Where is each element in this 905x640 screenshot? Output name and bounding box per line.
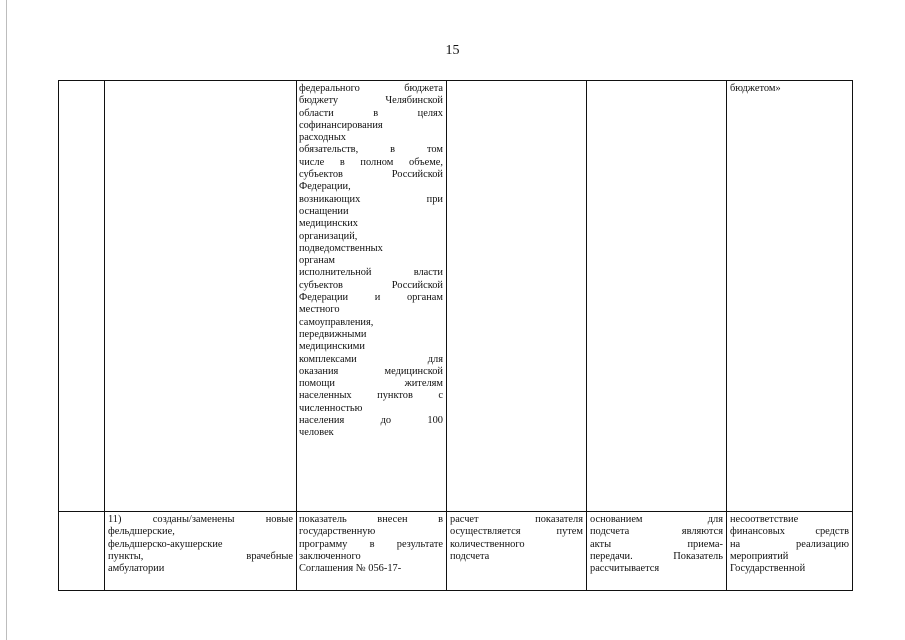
cell-line: человек [299,427,334,439]
cell-line: субъектов Российской [299,169,443,181]
cell-line: программу в результате [299,538,443,550]
row1-col3-text [299,83,443,440]
cell-line: подсчета [450,550,490,562]
cell-line: населенных пунктов с [299,390,443,402]
cell-line: передачи. Показатель [590,550,723,562]
cell-line: местного [299,304,340,316]
cell-line: субъектов Российской [299,279,443,291]
table-top-border [58,80,853,81]
row2-col3-text [299,514,443,575]
cell-line: пункты, врачебные [108,550,293,562]
cell-line: государственную [299,526,376,538]
cell-line: возникающих при [299,193,443,205]
cell-line: федерального бюджета [299,83,443,94]
cell-line: населения до 100 [299,415,443,427]
cell-line: показатель внесен в [299,514,443,525]
document-table [58,80,853,591]
cell-line: медицинских [299,218,358,230]
cell-line: органам [299,255,336,267]
col-border-3 [296,80,297,591]
cell-line: обязательств, в том [299,144,443,156]
cell-line: организаций, [299,230,358,242]
cell-line: исполнительной власти [299,267,443,279]
cell-line: количественного [450,538,525,550]
cell-line: осуществляется путем [450,526,583,538]
cell-line: расчет показателя [450,514,583,525]
cell-line: софинансирования [299,119,383,131]
cell-line: фельдшерско-акушерские [108,538,223,550]
cell-line: самоуправления, [299,316,374,328]
cell-line: мероприятий [730,550,789,562]
col-border-2 [104,80,105,591]
cell-line: амбулатории [108,563,165,575]
col-border-5 [586,80,587,591]
cell-line: Федерации и органам [299,292,443,304]
cell-line: подсчета являются [590,526,723,538]
cell-line: Соглашения № 056-17- [299,563,402,575]
scan-left-edge [6,0,7,640]
cell-line: несоответствие [730,514,799,525]
cell-line: заключенного [299,550,361,562]
col-border-1 [58,80,59,591]
row-divider [58,511,853,512]
cell-line: на реализацию [730,538,849,550]
cell-line: бюджетом» [730,83,781,94]
cell-line: оказания медицинской [299,365,443,377]
cell-line: оснащении [299,205,349,217]
page-number: 15 [445,43,460,58]
cell-line: финансовых средств [730,526,849,538]
cell-line: помощи жителям [299,378,443,390]
cell-line: передвижными [299,328,367,340]
cell-line: бюджету Челябинской [299,95,443,107]
cell-line: рассчитывается [590,563,660,575]
col-border-4 [446,80,447,591]
cell-line: численностью [299,402,363,414]
row1-col6-text [730,83,849,95]
cell-line: подведомственных [299,242,383,254]
cell-line: фельдшерские, [108,526,175,538]
row2-col5-text [590,514,723,575]
cell-line: комплексами для [299,353,443,365]
cell-line: акты приема- [590,538,723,550]
cell-line: числе в полном объеме, [299,156,443,168]
cell-line: основанием для [590,514,723,525]
cell-line: Федерации, [299,181,351,193]
cell-line: расходных [299,132,347,144]
cell-line: медицинскими [299,341,365,353]
cell-line: 11) созданы/заменены новые [108,514,293,525]
col-border-6 [726,80,727,591]
table-bottom-border [58,590,853,591]
row2-col6-text [730,514,849,575]
cell-line: Государственной [730,563,806,575]
row2-col2-text [108,514,293,575]
cell-line: области в целях [299,107,443,119]
col-border-7 [852,80,853,591]
row2-col4-text [450,514,583,563]
